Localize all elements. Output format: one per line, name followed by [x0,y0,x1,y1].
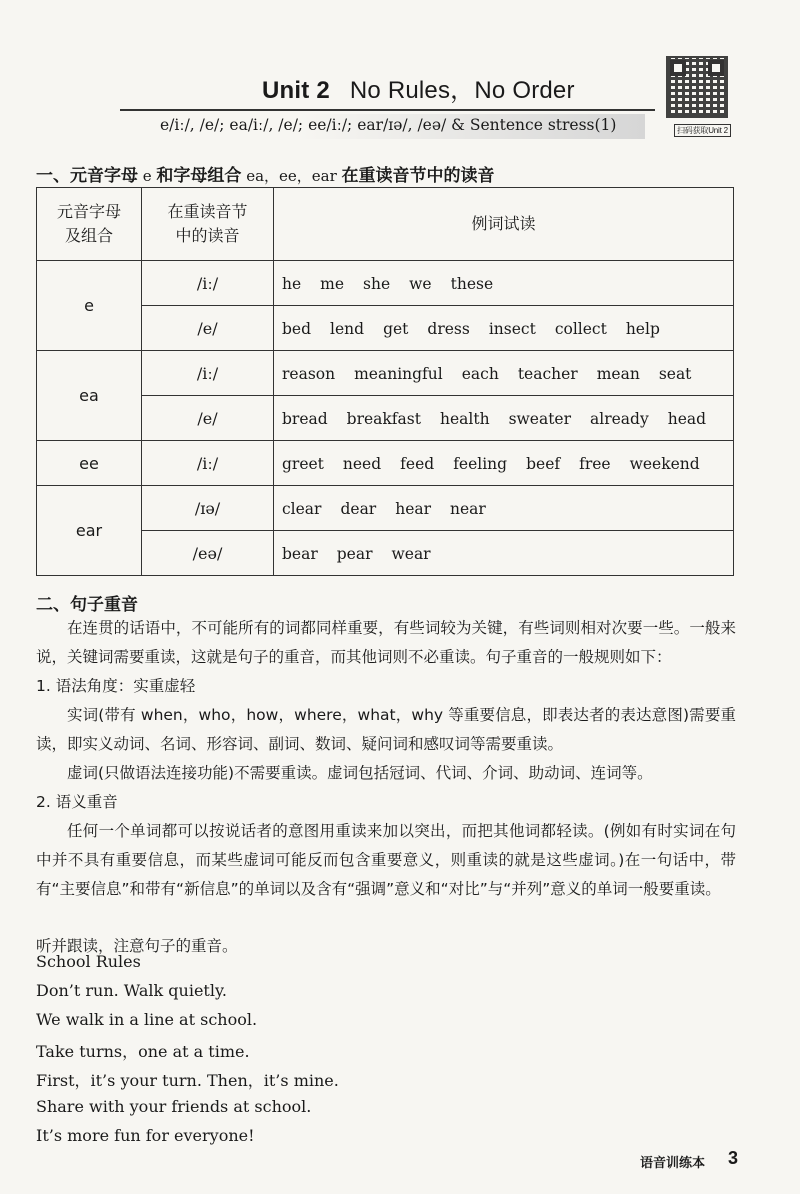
example-word: lend [330,319,365,338]
poem-line: It’s more fun for everyone! [36,1126,255,1145]
example-word: wear [391,544,431,563]
ipa-cell: /e/ [142,306,274,351]
example-word: bed [282,319,312,338]
section1-heading-prefix: 一、元音字母 [36,166,138,186]
example-word: clear [282,499,322,518]
example-word: feed [400,454,435,473]
example-word: meaningful [354,364,443,383]
example-word: she [363,274,391,293]
header-pronunciation [142,188,274,261]
section1-heading-latin-1: e [138,167,157,185]
unit-subtitle: e/iː/, /e/; ea/iː/, /e/; ee/iː/; ear/ɪə/, /eə/ & Sentence stress(1) [160,116,617,134]
example-words-cell [274,396,734,441]
unit-number: Unit 2 [262,77,330,104]
table-row [37,531,734,576]
letter-cell: ee [37,441,142,486]
rule1-paragraph-1: 实词(带有 when，who，how，where，what，why 等重要信息，即表达者的表达意图)需要重读，即实义动词、名词、形容词、副词、数词、疑问词和感叹词等需要重读。 [36,706,736,753]
example-word: these [450,274,494,293]
example-word: help [625,319,660,338]
example-words-cell [274,531,734,576]
title-rule [120,109,655,111]
example-word: already [590,409,649,428]
letter-cell: ear [37,486,142,576]
letter-cell: e [37,261,142,351]
rule1-title: 1. 语法角度：实重虚轻 [36,677,196,695]
example-words-cell [274,351,734,396]
example-word: mean [596,364,640,383]
table-row [37,306,734,351]
section1-heading-latin-2: ea，ee，ear [241,167,342,185]
intro-paragraph: 在连贯的话语中，不可能所有的词都同样重要，有些词较为关键，有些词则相对次要一些。一般来说，关键词需要重读，这就是句子的重音，而其他词则不必重读。句子重音的一般规则如下： [36,619,736,666]
example-words-cell [274,261,734,306]
header-letter-line1: 元音字母 [56,202,121,221]
example-words-cell [274,441,734,486]
example-word: insect [488,319,536,338]
page-number: 3 [728,1148,739,1168]
rule1-paragraph-2: 虚词(只做语法连接功能)不需要重读。虚词包括冠词、代词、介词、助动词、连词等。 [67,764,653,782]
ipa-cell: /iː/ [142,351,274,396]
rule2-title: 2. 语义重音 [36,793,118,811]
poem-title: School Rules [36,952,141,971]
header-pron-line1: 在重读音节 [167,202,248,221]
example-word: beef [526,454,561,473]
example-word: me [320,274,345,293]
example-word: breakfast [346,409,421,428]
example-word: head [667,409,707,428]
example-word: feeling [453,454,508,473]
poem-line: First，it’s your turn. Then，it’s mine. [36,1071,339,1090]
example-word: hear [395,499,432,518]
table-row [37,486,734,531]
example-word: we [409,274,432,293]
example-word: dress [427,319,470,338]
header-letter [37,188,142,261]
unit-name: No Rules，No Order [349,77,575,104]
example-word: bear [282,544,318,563]
example-word: free [579,454,611,473]
example-word: reason [282,364,336,383]
ipa-cell: /e/ [142,396,274,441]
poem-line: Share with your friends at school. [36,1097,312,1116]
example-word: seat [658,364,692,383]
section2-heading: 二、句子重音 [36,595,138,615]
example-words-cell [274,306,734,351]
table-row [37,351,734,396]
letter-cell: ea [37,351,142,441]
example-word: health [439,409,490,428]
example-word: he [282,274,302,293]
ipa-cell: /ɪə/ [142,486,274,531]
pronunciation-table [36,187,734,576]
poem-line: We walk in a line at school. [36,1010,258,1029]
rule2-paragraph: 任何一个单词都可以按说话者的意图用重读来加以突出，而把其他词都轻读。(例如有时实词在句中并不具有重要信息，而某些虚词可能反而包含重要意义，则重读的就是这些虚词。)在一句话中，带有“主要信息”和带有“新信息”的单词以及含有“强调”意义和“对比”与“并列”意义的单词一般要重读。 [36,822,736,898]
table-row [37,441,734,486]
table-row [37,261,734,306]
unit-title [262,70,575,105]
example-word: pear [336,544,373,563]
example-word: teacher [517,364,578,383]
example-word: collect [554,319,607,338]
qr-caption: 扫码获取Unit 2 [674,124,731,137]
header-pron-line2: 中的读音 [175,226,240,245]
ipa-cell: /eə/ [142,531,274,576]
example-word: near [450,499,486,518]
table-body [37,261,734,576]
instruction: 听并跟读，注意句子的重音。 [36,937,238,955]
section1-heading-suffix: 在重读音节中的读音 [341,166,495,186]
example-words-cell [274,486,734,531]
section1-heading [36,161,495,186]
footer-book-name: 语音训练本 [640,1156,706,1171]
example-word: bread [282,409,328,428]
example-word: each [461,364,499,383]
table-row [37,396,734,441]
ipa-cell: /iː/ [142,261,274,306]
poem-line: Don’t run. Walk quietly. [36,981,227,1000]
example-word: greet [282,454,324,473]
section1-heading-mid: 和字母组合 [156,166,242,186]
ipa-cell: /iː/ [142,441,274,486]
example-word: weekend [629,454,700,473]
example-word: sweater [508,409,572,428]
qr-code-icon[interactable] [666,56,728,118]
header-examples: 例词试读 [274,188,734,261]
example-word: need [342,454,382,473]
example-word: get [383,319,409,338]
poem-line: Take turns，one at a time. [36,1042,250,1061]
header-letter-line2: 及组合 [64,226,113,245]
example-word: dear [340,499,377,518]
